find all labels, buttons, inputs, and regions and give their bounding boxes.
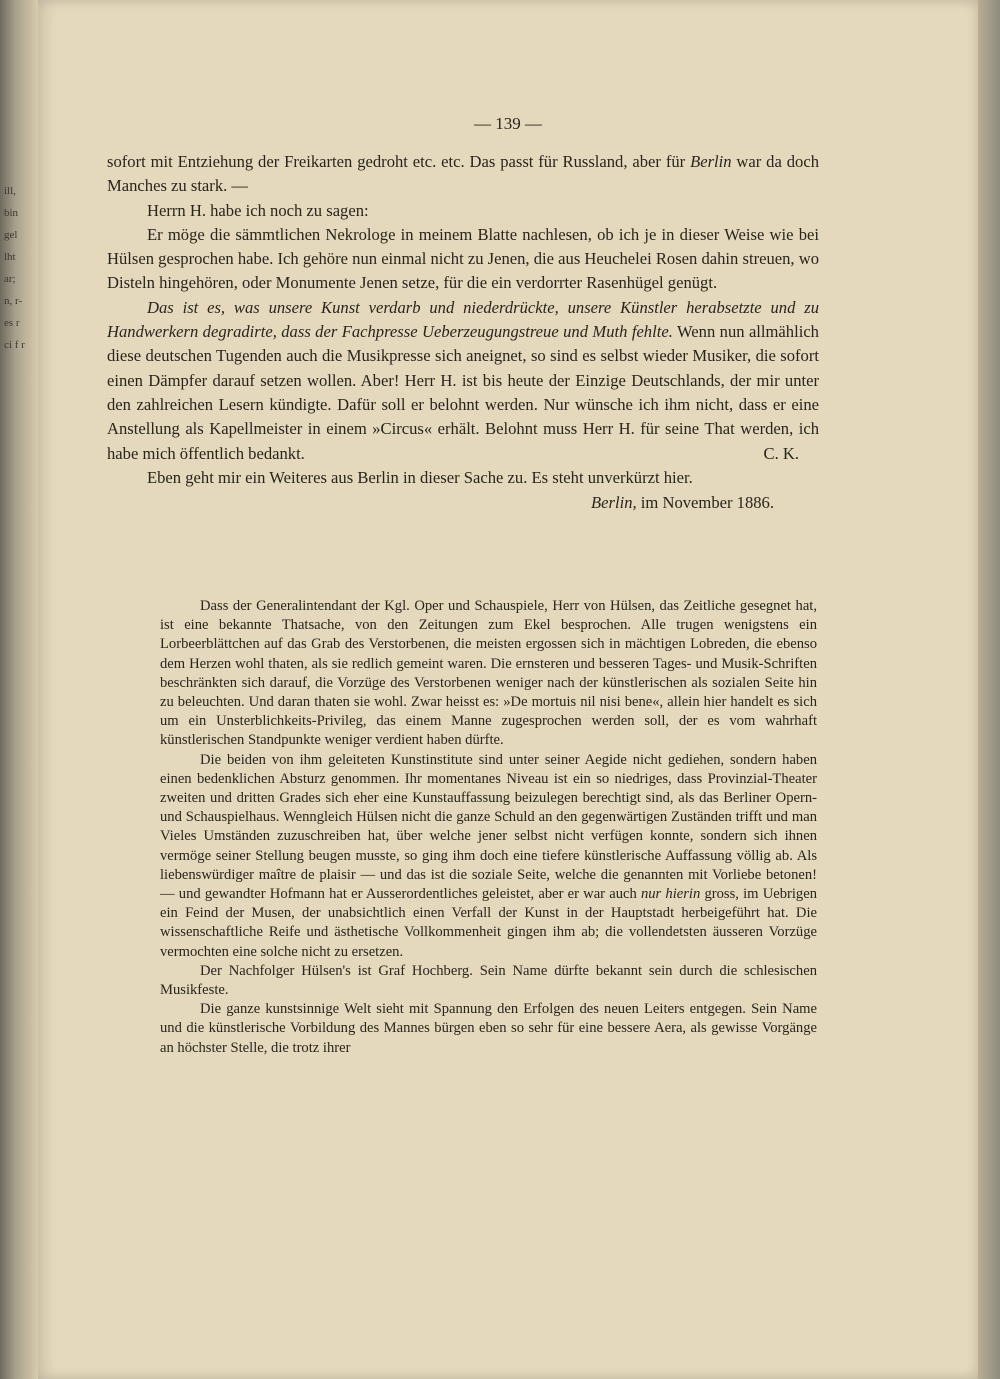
- signature: C. K.: [763, 443, 799, 463]
- book-spine: [0, 0, 38, 1379]
- paragraph-3: Er möge die sämmtlichen Nekrologe in meinem Blatte nachlesen, ob ich je in dieser Weise wie bei Hülsen gesprochen habe. Ich gehöre nun einmal nicht zu Jenen, die aus Heuchelei Rosen dahin streuen, wo Disteln hingehören, oder Monumente Jenen setze, für die ein verdorrter Rasenhügel genügt.: [107, 224, 819, 293]
- main-text: [107, 150, 819, 516]
- quote-paragraph-4: Die ganze kunstsinnige Welt sieht mit Spannung den Erfolgen des neuen Leiters entgegen. Sein Name und die künstlerische Vorbildung des Mannes bürgen eben so sehr für eine bessere Aera, als gewisse Vorgänge an höchster Stelle, die trotz ihrer: [160, 1001, 817, 1056]
- spine-text-fragments: ill, bin gel lht ar; n, r- es r ci f r: [4, 185, 25, 351]
- quote-paragraph-3: Der Nachfolger Hülsen's ist Graf Hochberg. Sein Name dürfte bekannt sein durch die schlesischen Musikfeste.: [160, 962, 817, 999]
- paragraph-1: sofort mit Entziehung der Freikarten gedroht etc. etc. Das passt für Russland, aber für Berlin war da doch Manches zu stark. —: [107, 152, 819, 196]
- emphasis-nur-hierin: nur hierin: [640, 886, 701, 903]
- quote-paragraph-1: Dass der Generalintendant der Kgl. Oper und Schauspiele, Herr von Hülsen, das Zeitliche gesegnet hat, ist eine bekannte Thatsache, von den Zeitungen zum Ekel besprochen. Alle trugen wenigstens ein Lorbeerblättchen auf das Grab des Verstorbenen, die meisten ergossen sich in mächtigen Lobreden, die ebenso dem Herzen wohl thaten, als sie redlich gemeint waren. Die ernsteren und besseren Tages- und Musik-Schriften beschränkten sich darauf, die Vorzüge des Verstorbenen weniger nach der künstlerischen als sozialen Seite hin zu beleuchten. Und daran thaten sie wohl. Zwar heisst es: »De mortuis nil nisi bene«, allein hier handelt es sich um ein Unsterblichkeits-Privileg, das einem Manne zugesprochen werden soll, der es vom wahrhaft künstlerischen Standpunkte weniger verdient haben dürfte.: [160, 598, 817, 749]
- quote-paragraph-2: Die beiden von ihm geleiteten Kunstinstitute sind unter seiner Aegide nicht gediehen, sondern haben einen bedenklichen Absturz genommen. Ihr momentanes Niveau ist ein so niedriges, dass Provinzial-Theater zweiten und dritten Grades sich eher eine Kunstauffassung beizulegen berechtigt sind, als das Berliner Opern- und Schauspielhaus. Wenngleich Hülsen nicht die ganze Schuld an den gegenwärtigen Zuständen trifft und man Vieles Umständen zuzuschreiben hat, über welche jener selbst nicht verfügen konnte, sondern sich ihnen vermöge seiner Stellung beugen musste, so ging ihm doch eine tiefere künstlerische Auffassung völlig ab. Als liebenswürdiger maître de plaisir — und das ist die soziale Seite, welche die genannten mit Vorliebe betonen! — und gewandter Hofmann hat er Ausserordentliches geleistet, aber er war auch nur hierin gross, im Uebrigen ein Feind der Musen, der unabsichtlich einen Verfall der Kunst in der Hauptstadt herbeigeführt hat. Die wissenschaftliche Reife und ästhetische Vollkommenheit gingen ihm ab; die vollendetsten äusseren Vorzüge vermochten eine solche nicht zu ersetzen.: [160, 751, 817, 960]
- book-page: [38, 0, 978, 1379]
- paragraph-2: Herrn H. habe ich noch zu sagen:: [147, 200, 369, 220]
- paragraph-4: Das ist es, was unsere Kunst verdarb und niederdrückte, unsere Künstler herabsetzte und zu Handwerkern degradirte, dass der Fachpresse Ueberzeugungstreue und Muth fehlte. Wenn nun allmählich diese deutschen Tugenden auch die Musikpresse sich aneignet, so sind es selbst wieder Musiker, die sofort einen Dämpfer darauf setzen wollen. Aber! Herr H. ist bis heute der Einzige Deutschlands, der mir unter den zahlreichen Lesern kündigte. Dafür soll er belohnt werden. Nur wünsche ich ihm nicht, dass er eine Anstellung als Kapellmeister in einem »Circus« erhält. Belohnt muss Herr H. für seine That werden, ich habe mich öffentlich bedankt.: [107, 297, 819, 463]
- quoted-letter: [160, 597, 817, 1058]
- emphasis-berlin: Berlin: [690, 152, 732, 171]
- emphasis-statement: Das ist es, was unsere Kunst verdarb und niederdrückte, unsere Künstler herabsetzte und zu Handwerkern degradirte, dass der Fachpresse Ueberzeugungstreue und Muth fehlte.: [107, 297, 819, 342]
- page-number: — 139 —: [474, 114, 542, 133]
- page-edge: [978, 0, 1000, 1379]
- dateline: Berlin, im November 1886.: [591, 493, 774, 513]
- paragraph-5: Eben geht mir ein Weiteres aus Berlin in dieser Sache zu. Es steht unverkürzt hier.: [147, 468, 693, 488]
